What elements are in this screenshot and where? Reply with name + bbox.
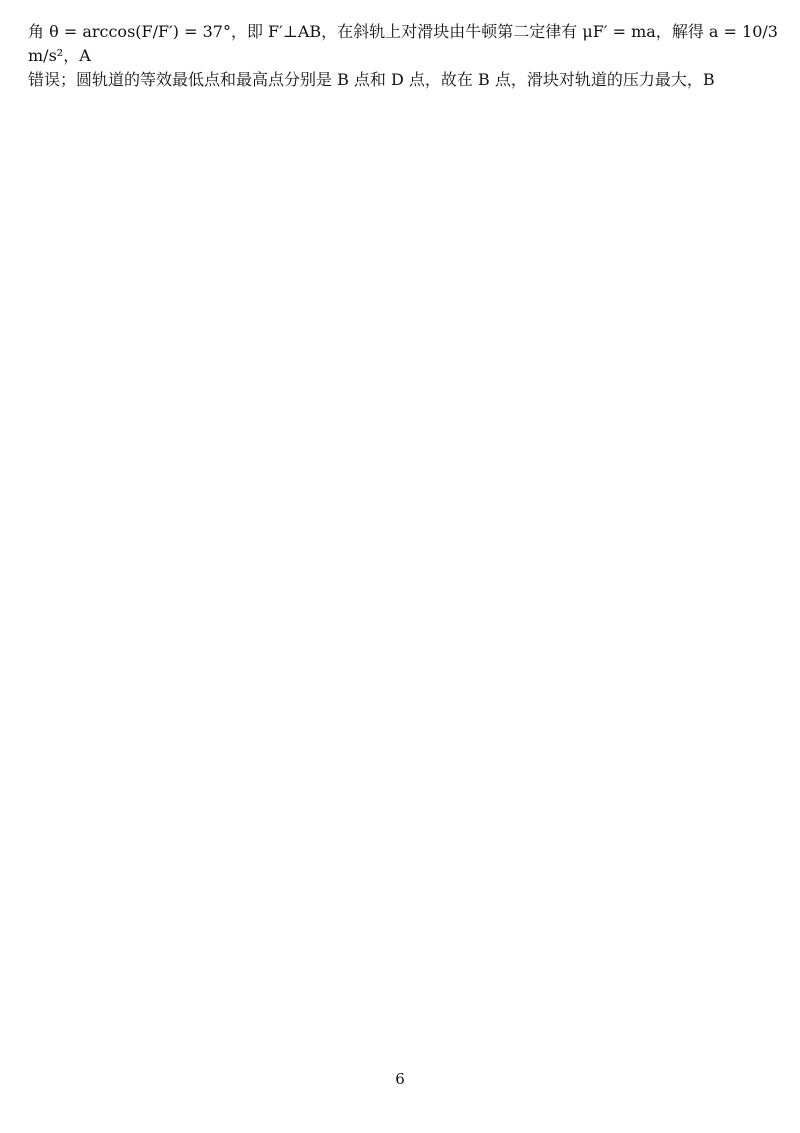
- page-number: 6: [395, 1070, 405, 1088]
- text-line: 错误；圆轨道的等效最低点和最高点分别是 B 点和 D 点，故在 B 点，滑块对轨道的压力最大，B: [28, 70, 715, 89]
- solution-paragraph: [28, 20, 778, 92]
- text-line: 角 θ = arccos(F/F′) = 37°，即 F′⊥AB，在斜轨上对滑块由牛顿第二定律有 μF′ = ma，解得 a = 10/3 m/s²，A: [28, 22, 778, 65]
